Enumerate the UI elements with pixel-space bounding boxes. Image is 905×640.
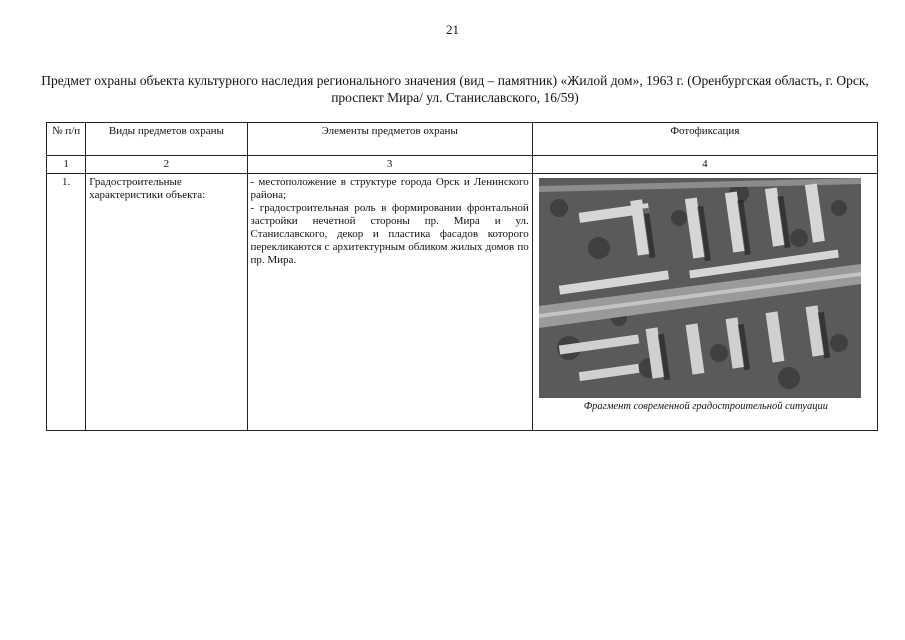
header-protection-elements: Элементы предметов охраны [247,123,532,156]
column-number: 3 [247,156,532,174]
photo-caption: Фрагмент современной градостроительной ситуации [583,401,829,412]
column-number: 4 [532,156,877,174]
header-number: № п/п [47,123,86,156]
row-number: 1. [47,174,86,431]
aerial-photo [539,178,861,398]
column-number-row [47,156,878,174]
column-number: 1 [47,156,86,174]
element-urban-role: - градостроительная роль в формировании фронтальной застройки нечетной стороны пр. Мира и ул. Станиславского, декор и пластика фасадов которого перекликаются с архитектурным обликом жилых домов по пр. Мира. [250,202,529,266]
row-photo [532,174,877,431]
column-number: 2 [86,156,247,174]
row-protection-elements [247,174,532,431]
row-protection-type: Градостроительные характеристики объекта: [86,174,247,431]
header-protection-types: Виды предметов охраны [86,123,247,156]
protection-table [46,122,878,431]
table-row [47,174,878,431]
element-location: - местоположение в структуре города Орск и Ленинского района; [250,176,529,201]
header-photo: Фотофиксация [532,123,877,156]
table-header-row [47,123,878,156]
page-number: 21 [446,22,459,37]
document-title: Предмет охраны объекта культурного наследия регионального значения (вид – памятник) «Жилой дом», 1963 г. (Оренбургская область, г. Орск, проспект Мира/ ул. Станиславского, 16/59) [41,73,869,105]
